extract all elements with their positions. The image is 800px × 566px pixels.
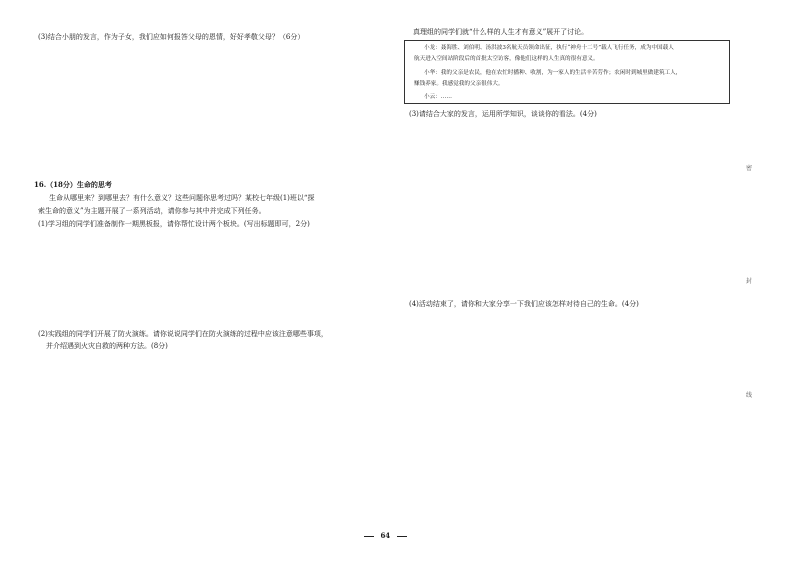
discussion-intro: 真理组的同学们就“什么样的人生才有意义”展开了讨论。 xyxy=(413,28,589,36)
question-16-4: (4)活动结束了，请你和大家分享一下我们应该怎样对待自己的生命。(4分) xyxy=(409,300,639,308)
question-16-intro-line1: 生命从哪里来？到哪里去？有什么意义？这些问题你思考过吗？某校七年级(1)班以“探 xyxy=(49,194,315,202)
footer-dash-left xyxy=(364,536,374,537)
margin-mark-line: 线 xyxy=(746,392,753,399)
quote-xiaolong-line2: 航天进入空间站阶段后的首批太空访客，像他们这样的人生真的很有意义。 xyxy=(414,56,599,62)
quote-xiaoyun: 小云：…… xyxy=(424,94,452,100)
question-15-3: (3)结合小朋的发言，作为子女，我们应如何报答父母的恩情，好好孝敬父母？（6分） xyxy=(38,33,305,41)
margin-mark-closed: 封 xyxy=(746,278,753,285)
footer-dash-right xyxy=(397,536,407,537)
page-number: 64 xyxy=(380,531,391,540)
question-16-intro-line2: 索生命的意义”为主题开展了一系列活动，请你参与其中并完成下列任务。 xyxy=(38,207,266,215)
question-16-3: (3)请结合大家的发言，运用所学知识，谈谈你的看法。(4分) xyxy=(409,110,597,118)
quote-xiaolong-line1: 小龙：聂海胜、刘伯明、汤洪波3名航天员领命出征，执行“神舟十二号”载人飞行任务，成为中国载人 xyxy=(424,45,674,51)
quote-xiaohua-line1: 小华：我的父亲是农民，他在农忙时播种、收割，为一家人的生活辛苦劳作；农闲时到城里做建筑工人， xyxy=(424,70,682,76)
question-16-2-line1: (2)实践组的同学们开展了防火演练。请你说说同学们在防火演练的过程中应该注意哪些事项， xyxy=(38,330,328,338)
question-16-1: (1)学习组的同学们准备制作一期黑板报，请你帮忙设计两个板块。(写出标题即可，2分) xyxy=(38,220,310,228)
quote-xiaohua-line2: 赚钱养家。我感觉我的父亲很伟大。 xyxy=(414,81,504,87)
question-16-title: 16.（18分）生命的思考 xyxy=(34,180,112,189)
margin-mark-seal: 密 xyxy=(746,165,753,172)
page-footer xyxy=(360,531,411,540)
question-16-2-line2: 并介绍遇到火灾自救的两种方法。(8分) xyxy=(46,342,168,350)
